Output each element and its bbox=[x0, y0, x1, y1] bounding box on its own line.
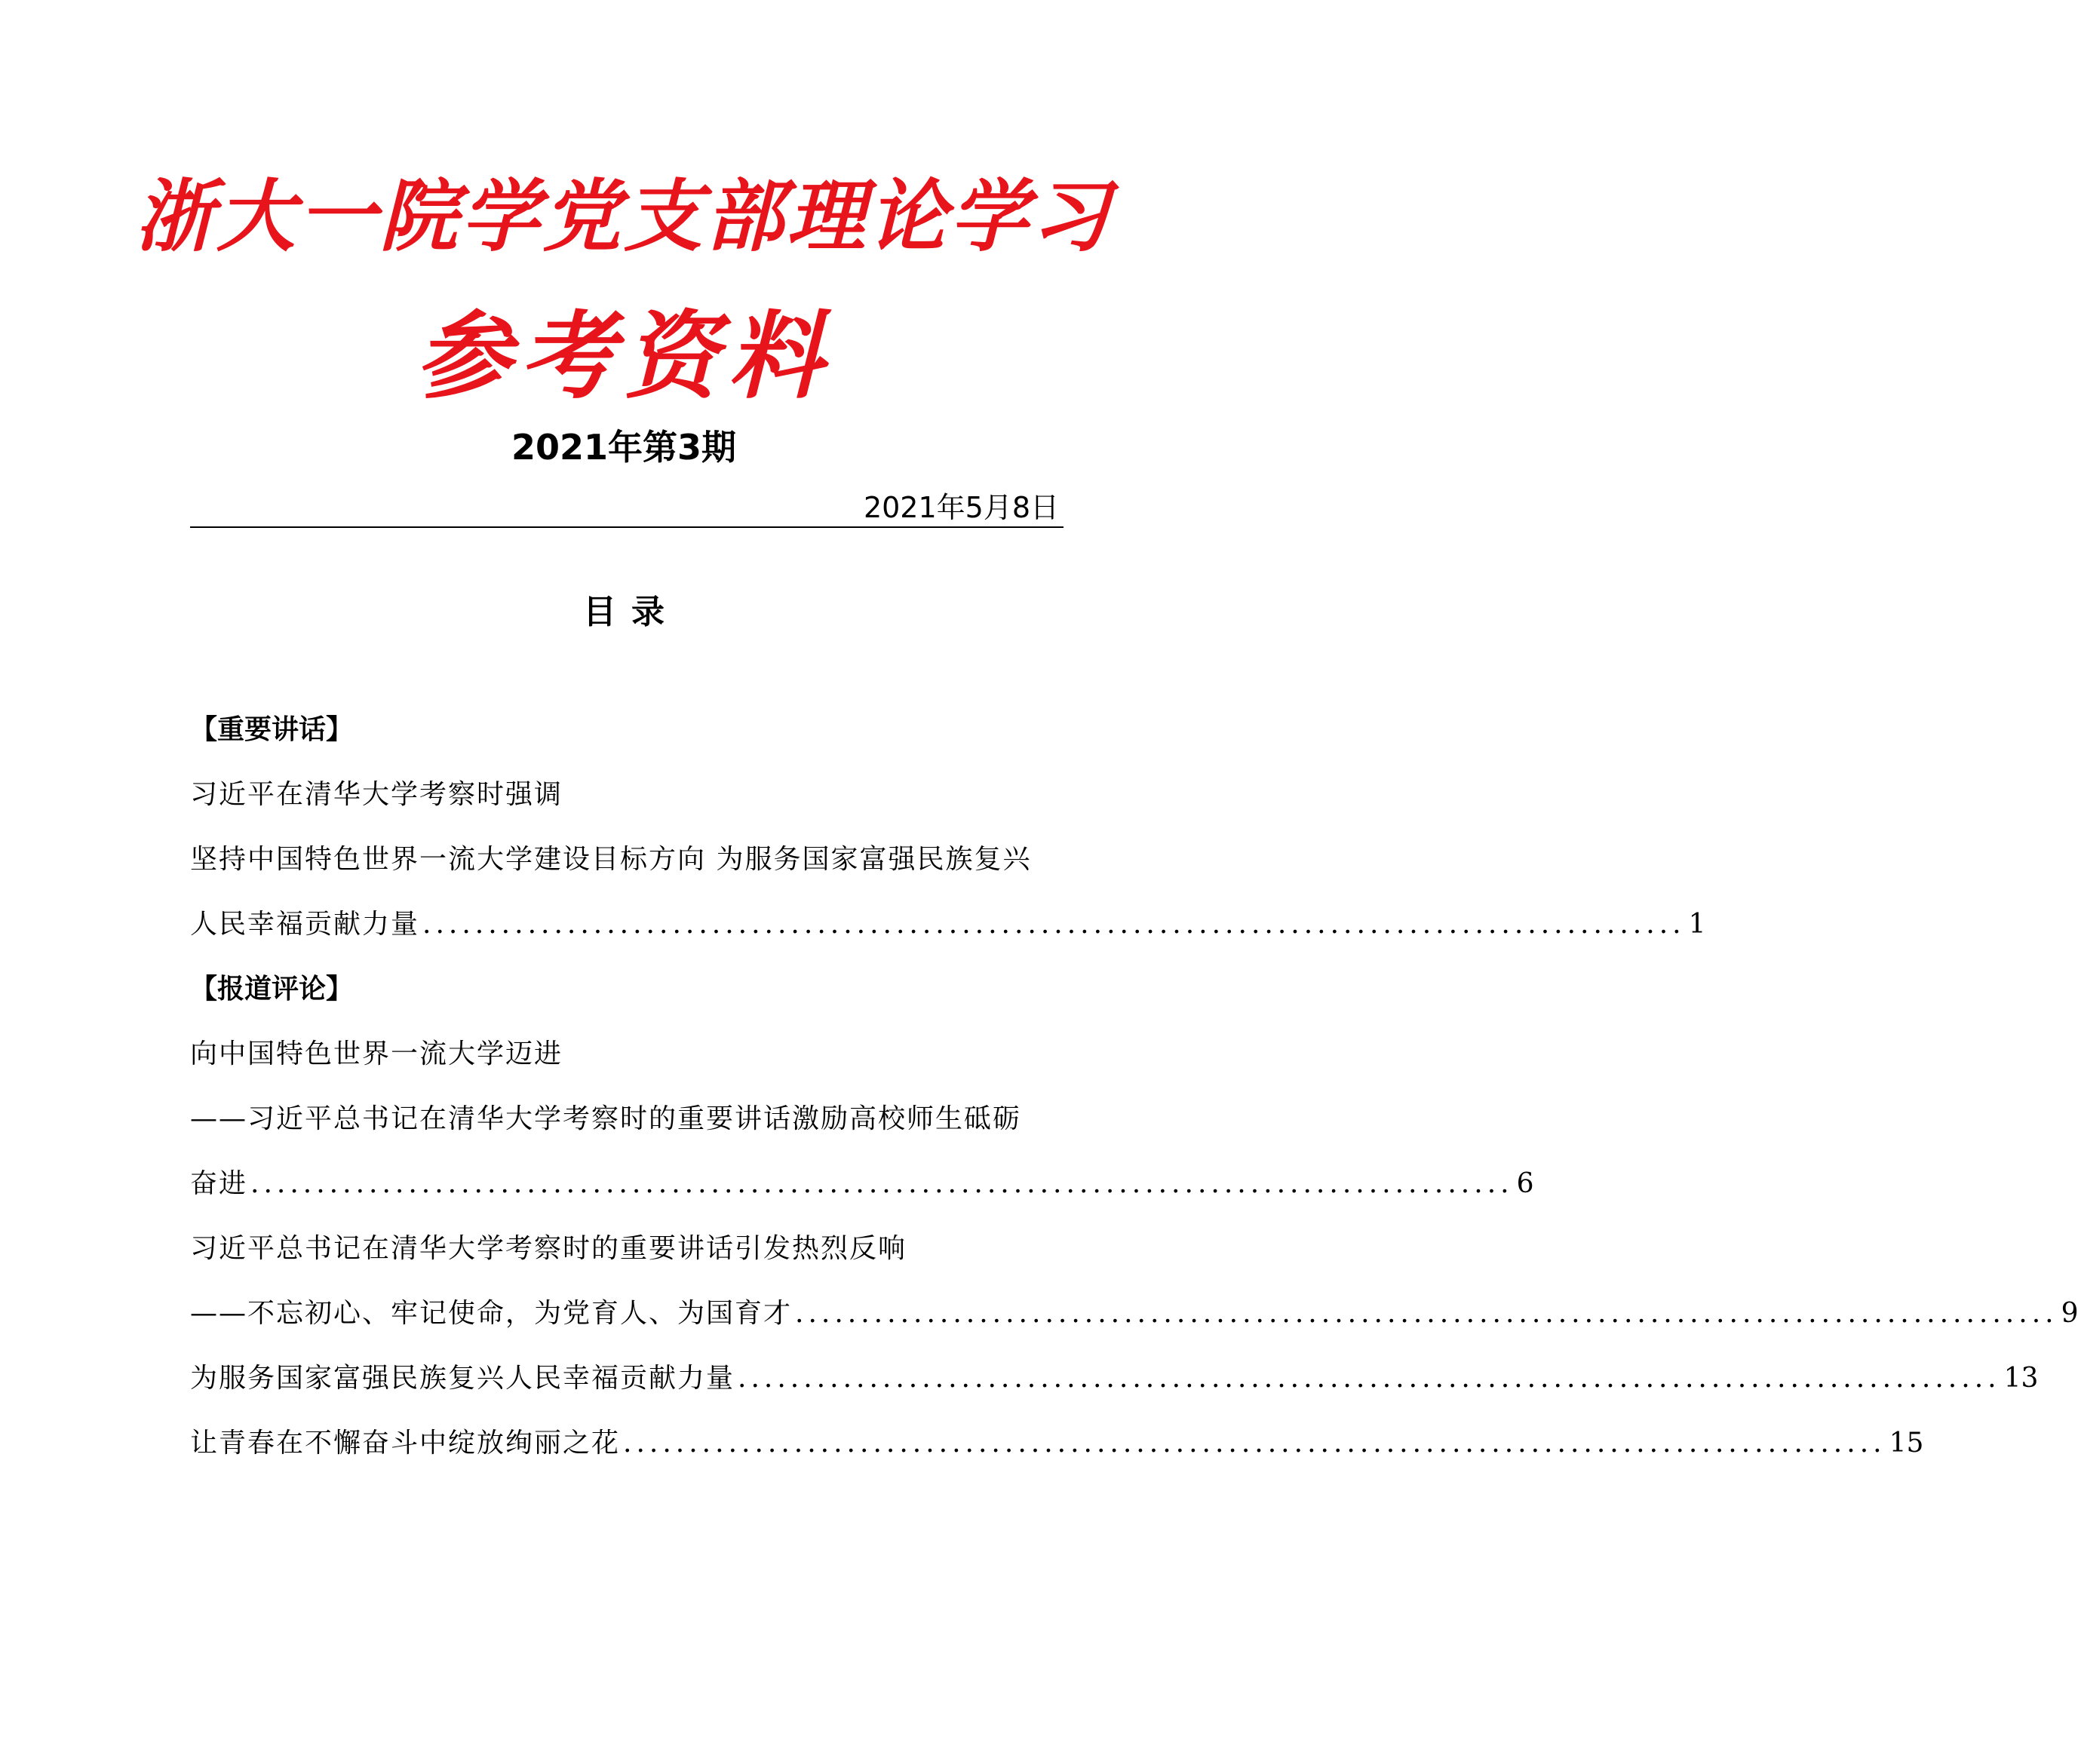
leader-dots: ................................................................................................ bbox=[738, 1363, 2001, 1394]
toc-page-number: 13 bbox=[2003, 1363, 2039, 1394]
toc-section-important-speech: 【重要讲话】 bbox=[190, 714, 354, 745]
toc-entry-text: 奋进 bbox=[190, 1168, 248, 1199]
leader-dots: ................................................................................................ bbox=[795, 1298, 2058, 1329]
issue-number: 2021年第3期 bbox=[511, 427, 737, 468]
toc-entry[interactable] bbox=[190, 1356, 2039, 1401]
date-rule bbox=[190, 490, 1064, 528]
toc-entry-text: ——不忘初心、牢记使命，为党育人、为国育才 bbox=[190, 1298, 793, 1329]
toc-entry-text: 让青春在不懈奋斗中绽放绚丽之花 bbox=[190, 1428, 621, 1459]
toc-entry[interactable] bbox=[190, 1421, 1924, 1466]
toc-section-reports-commentary: 【报道评论】 bbox=[190, 974, 354, 1005]
publication-date: 2021年5月8日 bbox=[863, 491, 1059, 524]
toc-page-number: 6 bbox=[1516, 1168, 1534, 1199]
toc-entry[interactable] bbox=[190, 1161, 1534, 1207]
leader-dots: ................................................................................................ bbox=[250, 1168, 1514, 1199]
toc-entry-line: 习近平在清华大学考察时强调 bbox=[190, 779, 563, 810]
toc-entry-line: 习近平总书记在清华大学考察时的重要讲话引发热烈反响 bbox=[190, 1233, 907, 1264]
toc-entry-line: 向中国特色世界一流大学迈进 bbox=[190, 1038, 563, 1069]
toc-entry-text: 为服务国家富强民族复兴人民幸福贡献力量 bbox=[190, 1363, 735, 1394]
toc-entry[interactable] bbox=[190, 902, 1706, 947]
toc-entry-text: 人民幸福贡献力量 bbox=[190, 909, 420, 940]
document-title-line-2: 参考资料 bbox=[416, 301, 832, 412]
leader-dots: ................................................................................................ bbox=[422, 909, 1686, 940]
toc-page-number: 9 bbox=[2061, 1298, 2078, 1329]
toc-entry[interactable] bbox=[190, 1291, 2078, 1336]
toc-entry-line: ——习近平总书记在清华大学考察时的重要讲话激励高校师生砥砺 bbox=[190, 1103, 1022, 1134]
document-title-line-1: 浙大一院学党支部理论学习 bbox=[134, 170, 1113, 262]
toc-page-number: 1 bbox=[1688, 909, 1706, 940]
leader-dots: ................................................................................................ bbox=[623, 1428, 1886, 1459]
toc-entry-line: 坚持中国特色世界一流大学建设目标方向 为服务国家富强民族复兴 bbox=[190, 844, 1032, 875]
toc-page-number: 15 bbox=[1889, 1428, 1924, 1459]
toc-heading: 目录 bbox=[583, 593, 680, 631]
